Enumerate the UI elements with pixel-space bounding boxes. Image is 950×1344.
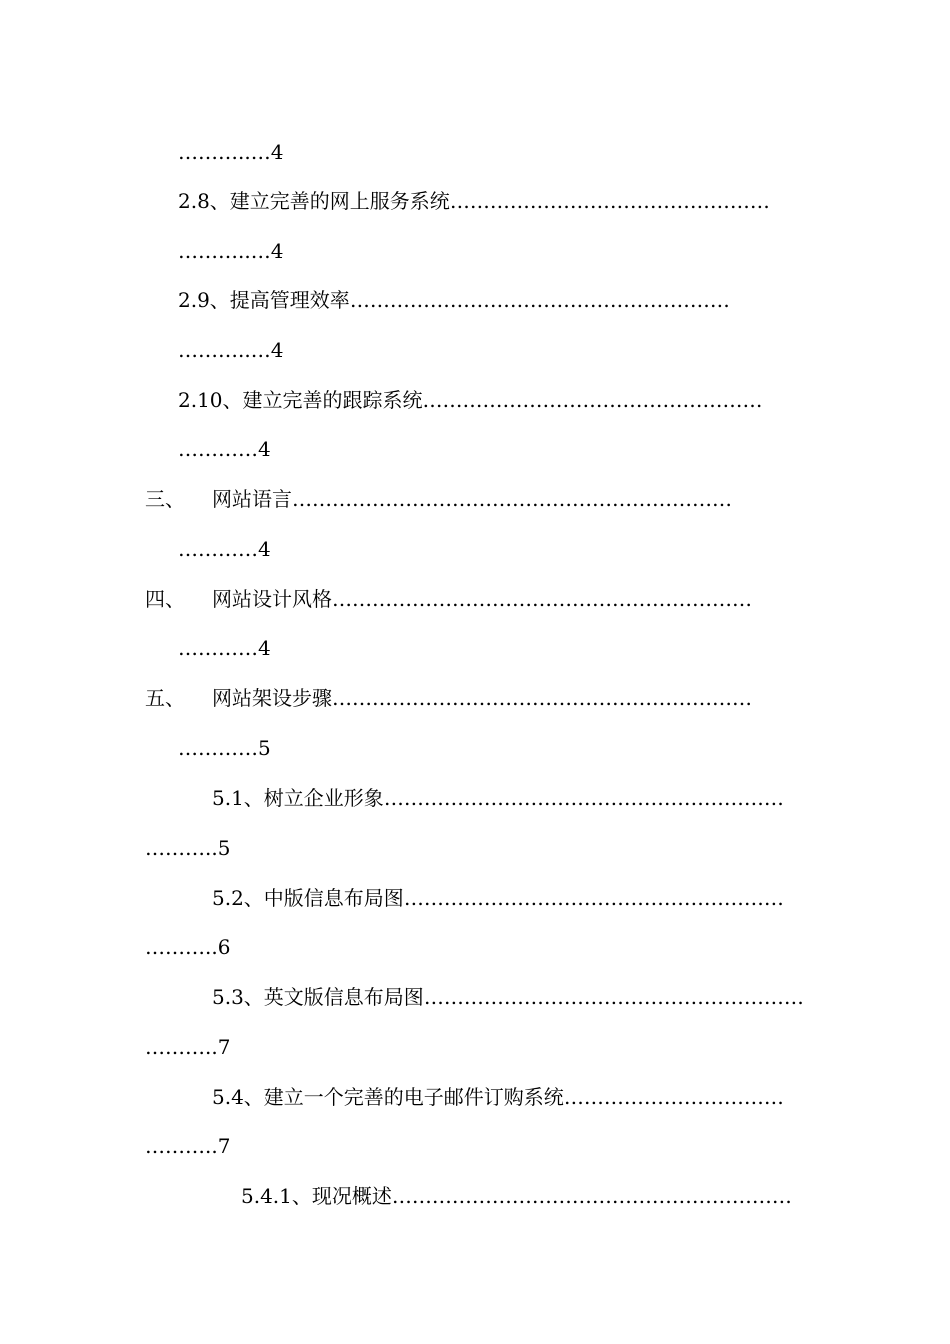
toc-entry-title: 2.8、建立完善的网上服务系统 (178, 189, 450, 213)
toc-tail-text: ………..…4 (178, 239, 284, 263)
chapter-number-text: 四、 (145, 587, 185, 611)
toc-entry-tail (145, 1035, 230, 1059)
toc-entry-tail (145, 836, 230, 860)
toc-leader-dots: ……………………………………………………… (332, 686, 752, 710)
toc-entry-5-2[interactable] (212, 886, 804, 910)
toc-tail-text: ………..5 (145, 836, 231, 860)
toc-leader-dots: ………………………………………………… (349, 288, 730, 312)
toc-entry-title: 5.3、英文版信息布局图 (212, 985, 424, 1009)
toc-tail-text: …………4 (178, 537, 271, 561)
toc-entry-5-4[interactable] (212, 1085, 804, 1109)
toc-leader-dots: …………………………………………………… (383, 786, 784, 810)
toc-entry-title: 5.4.1、现况概述 (241, 1184, 392, 1208)
toc-entry-chapter-5[interactable] (212, 686, 804, 710)
toc-tail-text: ………..…4 (178, 338, 284, 362)
toc-entry-title: 2.9、提高管理效率 (178, 288, 350, 312)
toc-leader-dots: …………………………………………………… (391, 1184, 792, 1208)
toc-entry-5-3[interactable] (212, 985, 804, 1009)
toc-tail-text: …………5 (178, 736, 271, 760)
toc-tail-text: ………..7 (145, 1035, 231, 1059)
toc-leader-dots: ………………………………………………… (423, 985, 804, 1009)
toc-leader-dots: …………………………………………… (422, 388, 763, 412)
toc-tail-text: …………4 (178, 437, 271, 461)
toc-entry-title: 5.4、建立一个完善的电子邮件订购系统 (212, 1085, 564, 1109)
toc-entry-title: 5.1、树立企业形象 (212, 786, 384, 810)
toc-entry-title: 网站语言 (212, 487, 292, 511)
toc-entry-tail (178, 437, 271, 461)
toc-entry-tail (178, 537, 271, 561)
toc-entry-2-10[interactable] (178, 388, 804, 412)
chapter-number-text: 五、 (145, 686, 185, 710)
toc-entry-tail (178, 338, 283, 362)
toc-entry-title: 5.2、中版信息布局图 (212, 886, 404, 910)
toc-tail-text: ………..7 (145, 1134, 231, 1158)
toc-tail-text: ………..…4 (178, 140, 284, 164)
toc-entry-title: 网站架设步骤 (212, 686, 332, 710)
toc-entry-tail (145, 1134, 230, 1158)
toc-leader-dots: ……………………………………………………… (332, 587, 752, 611)
toc-entry-tail (178, 736, 271, 760)
toc-entry-2-9[interactable] (178, 288, 804, 312)
toc-tail-text: ………..6 (145, 935, 231, 959)
toc-entry-5-1[interactable] (212, 786, 804, 810)
toc-entry-title: 2.10、建立完善的跟踪系统 (178, 388, 423, 412)
chapter-number-text: 三、 (145, 487, 185, 511)
toc-leader-dots: …………………………… (563, 1085, 784, 1109)
toc-entry-chapter-4[interactable] (212, 587, 804, 611)
toc-entry-tail (178, 239, 283, 263)
toc-chapter-number (145, 587, 185, 611)
toc-entry-title: 网站设计风格 (212, 587, 332, 611)
toc-chapter-number (145, 487, 185, 511)
toc-entry-5-4-1[interactable] (241, 1184, 804, 1208)
toc-entry-tail (178, 636, 271, 660)
toc-entry-tail (178, 140, 283, 164)
toc-entry-chapter-3[interactable] (212, 487, 804, 511)
toc-leader-dots: ………………………………………… (449, 189, 770, 213)
toc-entry-tail (145, 935, 230, 959)
toc-tail-text: …………4 (178, 636, 271, 660)
toc-entry-2-8[interactable] (178, 189, 804, 213)
toc-leader-dots: ………………………………………………………… (292, 487, 732, 511)
toc-leader-dots: ………………………………………………… (403, 886, 784, 910)
toc-chapter-number (145, 686, 185, 710)
